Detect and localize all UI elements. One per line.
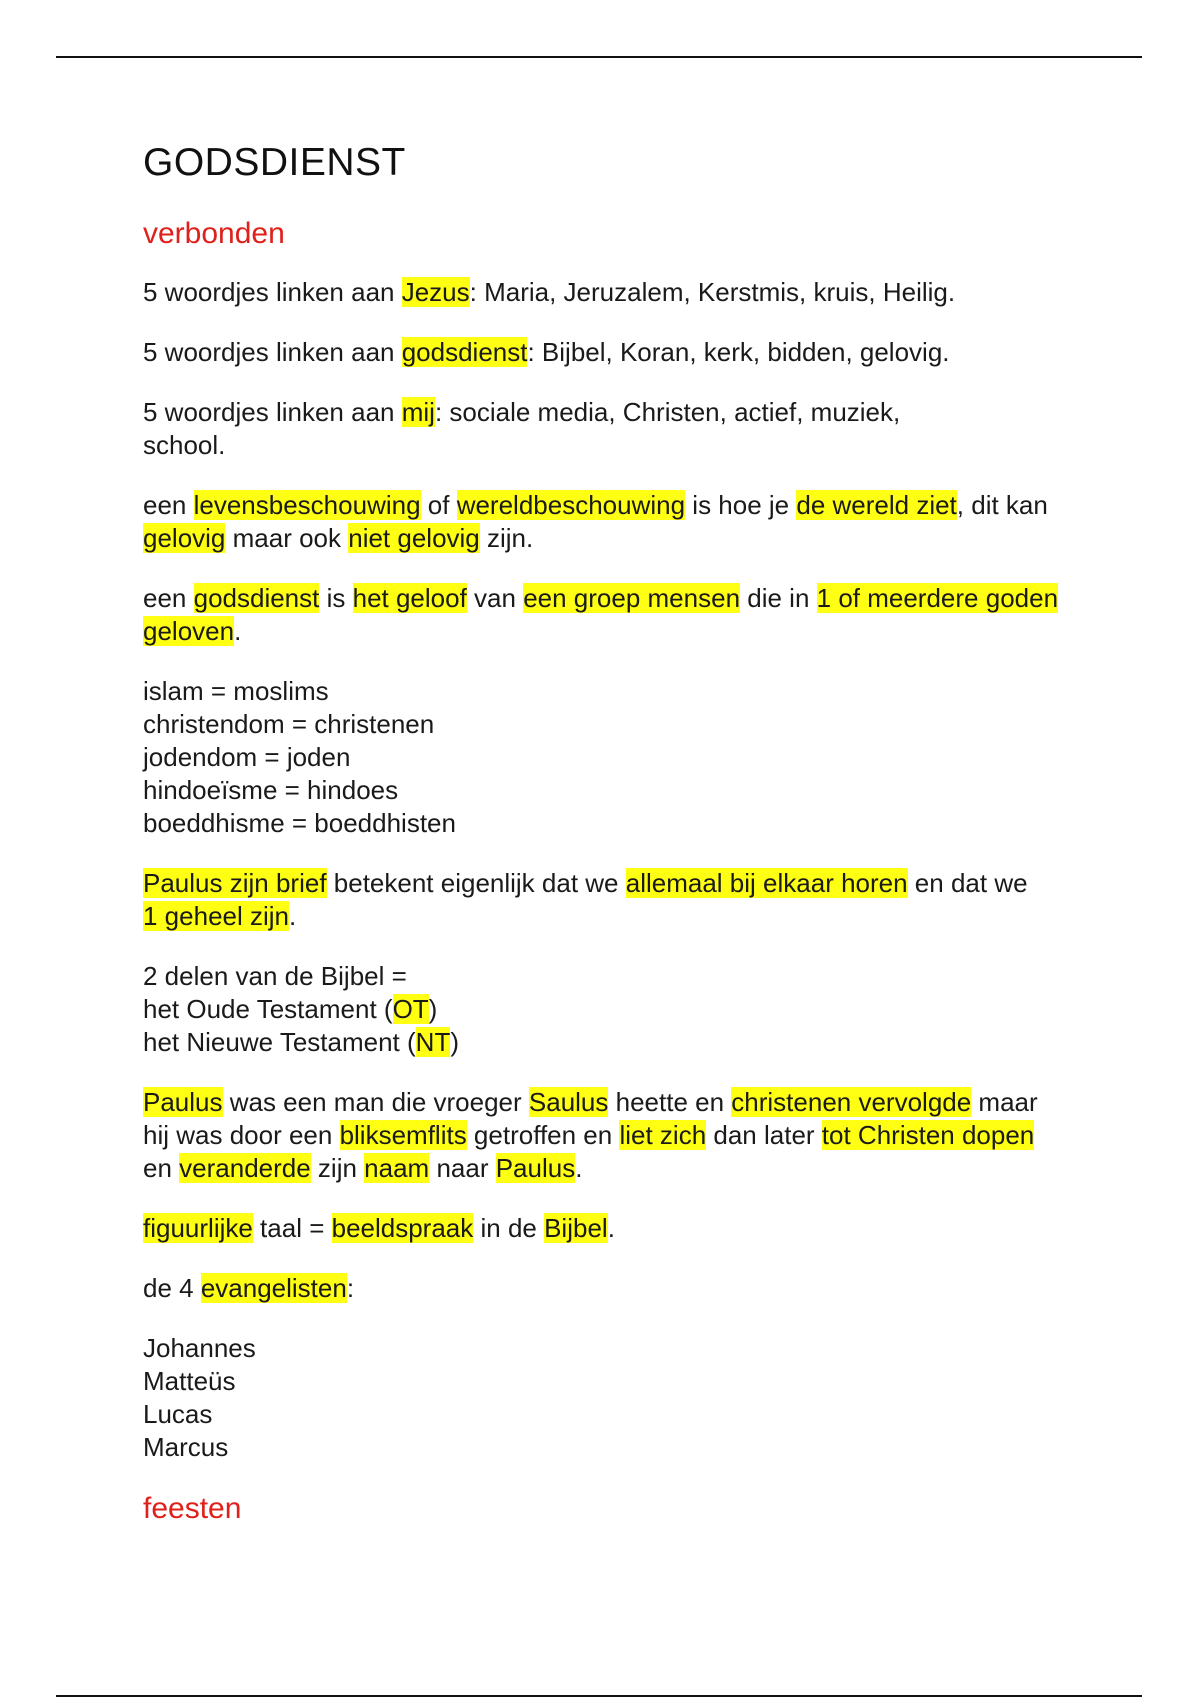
paragraph-beeldspraak bbox=[143, 1212, 1083, 1245]
list-item bbox=[143, 1026, 1083, 1059]
text-span: maar ook bbox=[225, 523, 349, 553]
text-span: : sociale media, Christen, actief, muziek, school. bbox=[143, 397, 901, 460]
paragraph-godsdienst bbox=[143, 336, 1083, 369]
paragraph-evangelisten bbox=[143, 1272, 1083, 1305]
highlight: Paulus zijn brief bbox=[143, 868, 327, 898]
text-span: van bbox=[466, 583, 524, 613]
highlight: bliksemflits bbox=[339, 1120, 467, 1150]
list-item: jodendom = joden bbox=[143, 742, 351, 772]
text-span: het Oude Testament ( bbox=[143, 994, 393, 1024]
text-span: dan later bbox=[706, 1120, 822, 1150]
highlight: Bijbel bbox=[544, 1213, 608, 1243]
text-span: en dat we bbox=[907, 868, 1028, 898]
paragraph-mij bbox=[143, 396, 923, 462]
list-item: Marcus bbox=[143, 1432, 229, 1462]
text-span: : bbox=[346, 1273, 355, 1303]
highlight: veranderde bbox=[179, 1153, 311, 1183]
list-item: Johannes bbox=[143, 1333, 256, 1363]
highlight: een groep mensen bbox=[523, 583, 741, 613]
text-span: heette en bbox=[608, 1087, 732, 1117]
highlight: naam bbox=[364, 1153, 430, 1183]
highlight: gelovig bbox=[143, 523, 226, 553]
text-span: . bbox=[575, 1153, 583, 1183]
highlight: figuurlijke bbox=[143, 1213, 253, 1243]
top-rule bbox=[56, 56, 1142, 58]
text-span: zijn. bbox=[479, 523, 534, 553]
paragraph-levensbeschouwing bbox=[143, 489, 1058, 555]
text-span: ) bbox=[450, 1027, 460, 1057]
document-body bbox=[143, 140, 1083, 1551]
text-span: het Nieuwe Testament ( bbox=[143, 1027, 416, 1057]
text-span: taal = bbox=[252, 1213, 332, 1243]
highlight: allemaal bij elkaar horen bbox=[625, 868, 908, 898]
text-span: ) bbox=[428, 994, 438, 1024]
highlight: liet zich bbox=[619, 1120, 707, 1150]
highlight: Jezus bbox=[401, 277, 470, 307]
list-item: boeddhisme = boeddhisten bbox=[143, 808, 456, 838]
bible-parts bbox=[143, 960, 1083, 1059]
text-span: en bbox=[143, 1153, 180, 1183]
list-item: Matteüs bbox=[143, 1366, 236, 1396]
highlight: het geloof bbox=[352, 583, 467, 613]
highlight: OT bbox=[392, 994, 429, 1024]
highlight: niet gelovig bbox=[348, 523, 480, 553]
highlight: NT bbox=[415, 1027, 451, 1057]
evangelists-list bbox=[143, 1332, 1083, 1464]
text-span: is bbox=[319, 583, 353, 613]
highlight: godsdienst bbox=[193, 583, 320, 613]
paragraph-godsdienst-definition bbox=[143, 582, 1078, 648]
list-item: Lucas bbox=[143, 1399, 213, 1429]
text-span: die in bbox=[740, 583, 817, 613]
text-span: in de bbox=[473, 1213, 545, 1243]
text-span: . bbox=[607, 1213, 615, 1243]
paragraph-paulus-brief bbox=[143, 867, 1043, 933]
highlight: 1 geheel zijn bbox=[143, 901, 289, 931]
list-item bbox=[143, 993, 1083, 1026]
highlight: godsdienst bbox=[401, 337, 528, 367]
text-span: . bbox=[234, 616, 242, 646]
highlight: tot Christen dopen bbox=[821, 1120, 1035, 1150]
highlight: Paulus bbox=[143, 1087, 223, 1117]
paragraph-paulus-saulus bbox=[143, 1086, 1048, 1185]
text-span: getroffen en bbox=[466, 1120, 620, 1150]
text-span: een bbox=[143, 490, 194, 520]
list-item: hindoeïsme = hindoes bbox=[143, 775, 399, 805]
text-span: : Maria, Jeruzalem, Kerstmis, kruis, Heilig. bbox=[469, 277, 956, 307]
religions-list bbox=[143, 675, 1083, 840]
paragraph-jezus bbox=[143, 276, 1083, 309]
text-span: naar bbox=[429, 1153, 496, 1183]
text-span: betekent eigenlijk dat we bbox=[326, 868, 626, 898]
text-span: 5 woordjes linken aan bbox=[143, 337, 402, 367]
text-span: de 4 bbox=[143, 1273, 201, 1303]
highlight: christenen vervolgde bbox=[731, 1087, 972, 1117]
highlight: mij bbox=[401, 397, 435, 427]
bottom-rule bbox=[56, 1695, 1142, 1697]
text-span: maar hij was door een bbox=[143, 1087, 1038, 1150]
text-span: of bbox=[420, 490, 457, 520]
highlight: evangelisten bbox=[200, 1273, 347, 1303]
text-span: , dit kan bbox=[956, 490, 1048, 520]
section-heading-feesten: feesten bbox=[143, 1492, 242, 1525]
section-heading-verbonden: verbonden bbox=[143, 217, 285, 250]
highlight: Saulus bbox=[528, 1087, 609, 1117]
highlight: de wereld ziet bbox=[796, 490, 957, 520]
highlight: wereldbeschouwing bbox=[456, 490, 686, 520]
text-span: was een man die vroeger bbox=[222, 1087, 529, 1117]
list-item: christendom = christenen bbox=[143, 709, 435, 739]
text-span: 5 woordjes linken aan bbox=[143, 397, 402, 427]
highlight: 1 of meerdere goden geloven bbox=[143, 583, 1059, 646]
list-item: 2 delen van de Bijbel = bbox=[143, 961, 407, 991]
text-span: een bbox=[143, 583, 194, 613]
highlight: Paulus bbox=[495, 1153, 576, 1183]
text-span: . bbox=[289, 901, 297, 931]
highlight: beeldspraak bbox=[331, 1213, 474, 1243]
list-item: islam = moslims bbox=[143, 676, 329, 706]
highlight: levensbeschouwing bbox=[193, 490, 421, 520]
text-span: 5 woordjes linken aan bbox=[143, 277, 402, 307]
page-title: GODSDIENST bbox=[143, 141, 406, 184]
text-span: : Bijbel, Koran, kerk, bidden, gelovig. bbox=[527, 337, 950, 367]
text-span: is hoe je bbox=[685, 490, 797, 520]
text-span: zijn bbox=[310, 1153, 365, 1183]
